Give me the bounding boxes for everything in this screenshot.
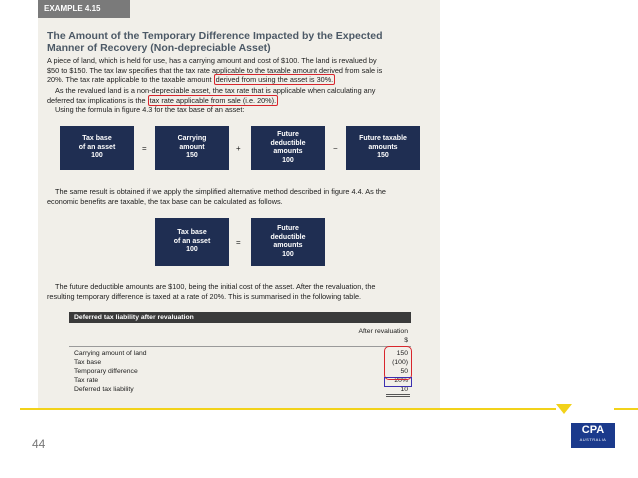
p2-line-3: Using the formula in figure 4.3 for the tax base of an asset: <box>55 105 245 114</box>
title-line-1: The Amount of the Temporary Difference Impacted by the Expected <box>47 30 383 42</box>
table-row <box>74 376 408 385</box>
row-label: Deferred tax liability <box>74 386 134 393</box>
formula1-equals: = <box>142 144 147 153</box>
row-label: Tax base <box>74 359 102 366</box>
box-text: of an asset <box>78 143 116 151</box>
total-double-underline <box>386 396 410 397</box>
box-text: 100 <box>91 152 103 160</box>
p1-line-3 <box>47 75 435 85</box>
p4-line-1: The future deductible amounts are $100, being the initial cost of the asset. After the revaluation, the <box>55 282 376 291</box>
footer-line <box>20 408 556 410</box>
box-text: of an asset <box>173 237 211 245</box>
example-title <box>47 30 437 54</box>
box-text: 150 <box>377 152 389 160</box>
box-text: Future taxable <box>359 135 407 143</box>
cpa-logo <box>571 423 615 448</box>
footer-line-right <box>614 408 638 410</box>
table-column-header <box>330 327 408 345</box>
tax-rate-highlight-box <box>384 377 412 387</box>
box-text: 150 <box>186 152 198 160</box>
paragraph-4 <box>47 282 435 301</box>
p3-line-2: economic benefits are taxable, the tax base can be calculated as follows. <box>47 196 283 206</box>
p2-line-2 <box>47 96 435 106</box>
formula1-tax-base-box <box>60 126 134 170</box>
table-row <box>74 367 408 376</box>
table-row <box>74 385 408 394</box>
highlight-use-rate: derived from using the asset is 30%. <box>215 75 334 84</box>
box-text: Future <box>277 131 299 138</box>
table-row <box>74 349 408 358</box>
formula2-deductible-box <box>251 218 325 266</box>
box-text: 100 <box>282 156 294 164</box>
formula2-tax-base-box <box>155 218 229 266</box>
formula1-plus: + <box>236 144 241 153</box>
formula1-deductible-box <box>251 126 325 170</box>
total-underline <box>386 394 410 395</box>
paragraph-2 <box>47 86 435 115</box>
logo-sub: AUSTRALIA <box>579 437 607 442</box>
formula1-taxable-box <box>346 126 420 170</box>
row-value: 150 <box>396 350 408 357</box>
box-text: amounts <box>368 143 398 151</box>
row-value: 10 <box>400 386 408 393</box>
p2-line-2-text: deferred tax implications is the <box>47 95 146 105</box>
box-text: 100 <box>282 250 294 258</box>
p1-line-2: $50 to $150. The tax law specifies that the tax rate applicable to the taxable amount derived from sale is <box>47 65 383 75</box>
p1-line-1: A piece of land, which is held for use, has a carrying amount and cost of $100. The land is revalued by <box>47 56 377 65</box>
formula2-equals: = <box>236 238 241 247</box>
box-text: deductible <box>270 139 306 147</box>
paragraph-1 <box>47 56 435 85</box>
row-label: Tax rate <box>74 377 99 384</box>
p4-line-2: resulting temporary difference is taxed at a rate of 20%. This is summarised in the following table. <box>47 291 362 301</box>
footer-notch <box>556 404 572 414</box>
box-text: Carrying <box>177 135 207 143</box>
box-text: amount <box>179 143 205 151</box>
box-text: Tax base <box>177 229 207 237</box>
box-text: Tax base <box>82 135 112 143</box>
table-heading: Deferred tax liability after revaluation <box>69 312 411 323</box>
row-value: (100) <box>392 359 408 366</box>
formula1-carrying-amount-box <box>155 126 229 170</box>
box-text: 100 <box>186 246 198 254</box>
table-row <box>74 358 408 367</box>
box-text: Future <box>277 225 299 232</box>
title-line-2: Manner of Recovery (Non-depreciable Asset) <box>47 42 271 54</box>
formula1-minus: − <box>333 144 338 153</box>
column-header-unit: $ <box>404 337 408 344</box>
row-value: 20% <box>394 377 408 384</box>
highlight-sale-rate: tax rate applicable from sale (i.e. 20%). <box>149 95 277 105</box>
p2-line-1: As the revalued land is a non-depreciable asset, the tax rate that is applicable when calculating any <box>55 86 376 95</box>
example-tag: EXAMPLE 4.15 <box>38 0 130 18</box>
table-divider <box>69 346 411 347</box>
row-label: Temporary difference <box>74 368 138 375</box>
paragraph-3 <box>47 187 435 206</box>
box-text: amounts <box>273 242 303 249</box>
box-text: deductible <box>270 233 306 241</box>
values-highlight-oval <box>384 346 412 380</box>
page-number: 44 <box>32 437 46 451</box>
box-text: amounts <box>273 148 303 155</box>
p1-line-3-text: 20%. The tax rate applicable to the taxable amount <box>47 75 212 84</box>
p3-line-1: The same result is obtained if we apply the simplified alternative method described in figure 4.4. As the <box>55 187 386 196</box>
logo-main: CPA <box>581 424 605 436</box>
row-value: 50 <box>400 368 408 375</box>
column-header-label: After revaluation <box>358 328 408 335</box>
row-label: Carrying amount of land <box>74 350 147 357</box>
